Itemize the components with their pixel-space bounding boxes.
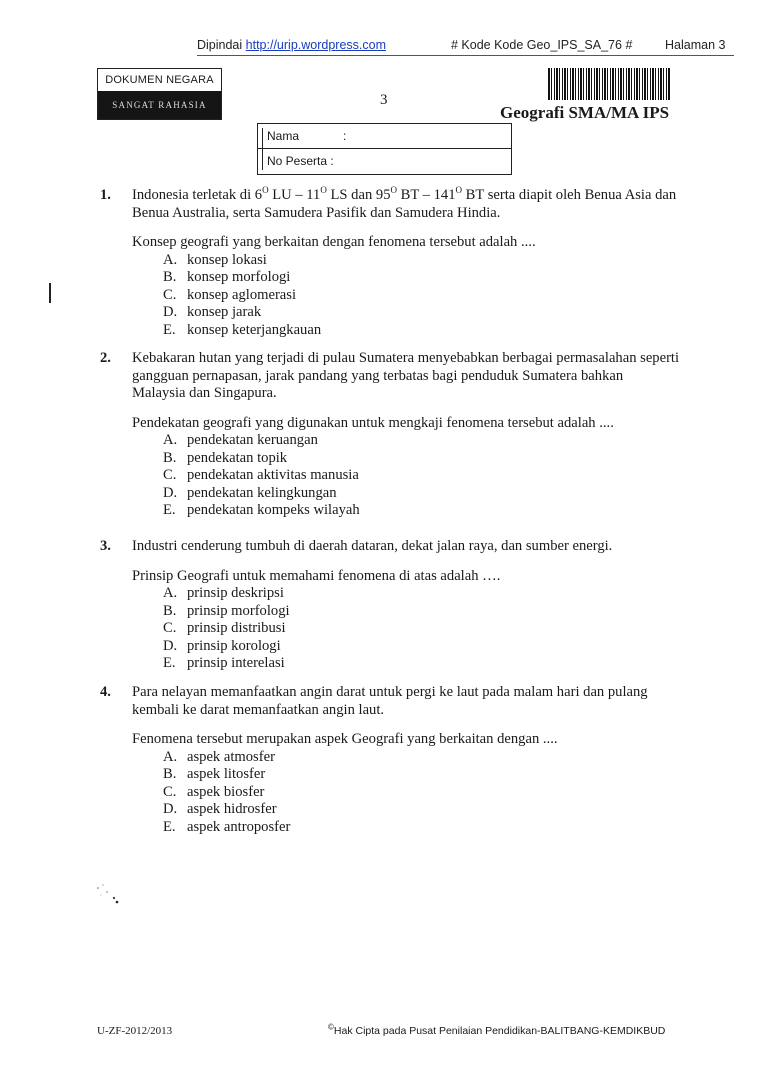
answer-option[interactable]: B. konsep morfologi <box>163 269 291 285</box>
question-prompt: Pendekatan geografi yang digunakan untuk mengkaji fenomena tersebut adalah .... <box>132 414 614 431</box>
scan-specks <box>92 880 132 910</box>
question-3 <box>100 538 680 673</box>
question-stem: Para nelayan memanfaatkan angin darat untuk pergi ke laut pada malam hari dan pulang kembali ke darat memanfaatkan angin laut. <box>132 684 648 718</box>
barcode-icon <box>548 68 670 100</box>
question-stem: Indonesia terletak di $6^O$ LU – $11^O$ LS dan $95^O$ BT – $141^O$ BT serta diapit oleh Benua Asia dan Benua Australia, serta Samudera Pasifik dan Samudera Hindia. <box>132 185 677 221</box>
answer-option[interactable]: D. aspek hidrosfer <box>163 801 277 817</box>
page-number: 3 <box>380 92 388 108</box>
document-code: # Kode Kode Geo_IPS_SA_76 # <box>451 38 633 52</box>
scan-link[interactable]: http://urip.wordpress.com <box>245 38 386 52</box>
participant-row <box>258 148 511 173</box>
question-1 <box>100 187 680 339</box>
question-4 <box>100 684 680 836</box>
answer-option[interactable]: A. prinsip deskripsi <box>163 585 284 601</box>
box-bracket <box>262 128 266 170</box>
footer-code: U-ZF-2012/2013 <box>97 1025 173 1037</box>
answer-option[interactable]: E. pendekatan kompeks wilayah <box>163 502 360 518</box>
specks-icon <box>92 880 132 910</box>
footer-copyright: ©Hak Cipta pada Pusat Penilaian Pendidikan-BALITBANG-KEMDIKBUD <box>328 1022 666 1037</box>
participant-label: No Peserta : <box>267 154 334 168</box>
name-row <box>258 124 511 148</box>
answer-option[interactable]: D. prinsip korologi <box>163 637 281 654</box>
answer-option[interactable]: C. konsep aglomerasi <box>163 286 297 303</box>
answer-option[interactable]: C. aspek biosfer <box>163 783 265 800</box>
answer-option[interactable]: C. prinsip distribusi <box>163 620 286 636</box>
question-stem: Industri cenderung tumbuh di daerah dataran, dekat jalan raya, dan sumber energi. <box>132 538 613 554</box>
scan-mark <box>49 283 51 303</box>
question-number: 4. <box>100 684 111 700</box>
answer-option[interactable]: E. konsep keterjangkauan <box>163 321 322 338</box>
subject-title: Geografi SMA/MA IPS <box>500 103 670 122</box>
answer-option[interactable]: A. konsep lokasi <box>163 251 267 268</box>
classification-top: DOKUMEN NEGARA <box>105 74 214 86</box>
answer-option[interactable]: D. konsep jarak <box>163 304 262 320</box>
answer-option[interactable]: D. pendekatan kelingkungan <box>163 484 337 501</box>
classification-box <box>97 68 222 120</box>
question-prompt: Prinsip Geografi untuk memahami fenomena di atas adalah …. <box>132 567 501 584</box>
candidate-id-box <box>257 123 512 175</box>
question-number: 1. <box>100 187 111 203</box>
question-prompt: Fenomena tersebut merupakan aspek Geografi yang berkaitan dengan .... <box>132 731 558 747</box>
scan-credit: Dipindai http://urip.wordpress.com <box>197 38 386 52</box>
answer-option[interactable]: E. prinsip interelasi <box>163 655 285 671</box>
header-divider <box>197 55 734 56</box>
answer-option[interactable]: A. pendekatan keruangan <box>163 432 318 448</box>
name-label: Nama <box>267 129 300 143</box>
page-label: Halaman 3 <box>665 38 726 52</box>
classification-bottom: SANGAT RAHASIA <box>98 91 221 119</box>
name-separator: : <box>343 129 347 143</box>
question-2 <box>100 350 680 520</box>
answer-option[interactable]: B. pendekatan topik <box>163 449 288 466</box>
question-number: 2. <box>100 350 111 366</box>
question-prompt: Konsep geografi yang berkaitan dengan fenomena tersebut adalah .... <box>132 234 536 250</box>
question-number: 3. <box>100 538 111 554</box>
question-stem: Kebakaran hutan yang terjadi di pulau Sumatera menyebabkan berbagai permasalahan seperti gangguan pernapasan, jarak pandang yang terbatas bagi penduduk Sumatera bahkan Malaysia dan Singapura. <box>132 350 680 401</box>
answer-option[interactable]: E. aspek antroposfer <box>163 818 291 835</box>
answer-option[interactable]: A. aspek atmosfer <box>163 748 275 765</box>
answer-option[interactable]: C. pendekatan aktivitas manusia <box>163 467 359 483</box>
answer-option[interactable]: B. aspek litosfer <box>163 766 266 782</box>
answer-option[interactable]: B. prinsip morfologi <box>163 602 290 619</box>
